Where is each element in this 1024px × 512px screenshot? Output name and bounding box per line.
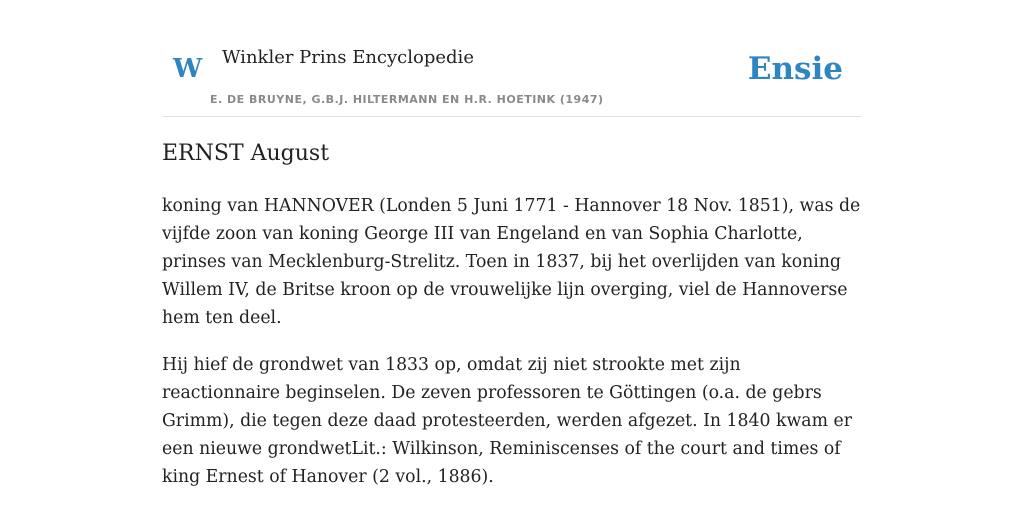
article-paragraph: koning van HANNOVER (Londen 5 Juni 1771 - Hannover 18 Nov. 1851), was de vijfde zoon van koning George III van Engeland en van Sophia Charlotte, prinses van Mecklenburg-Strelitz. Toen in 1837, bij het overlijden van koning Willem IV, de Britse kroon op de vrouwelijke lijn overging, viel de Hannoverse hem ten deel. — [162, 196, 861, 328]
article-body — [162, 192, 862, 510]
article-title: ERNST August — [162, 141, 330, 166]
encyclopedia-header — [162, 36, 862, 117]
publication-authors: E. DE BRUYNE, G.B.J. HILTERMANN EN H.R. HOETINK (1947) — [210, 93, 604, 106]
ensie-brand-link[interactable]: Ensie — [747, 51, 843, 87]
encyclopedia-logo-icon[interactable]: W — [173, 54, 203, 84]
article-paragraph: Hij hief de grondwet van 1833 op, omdat zij niet strookte met zijn reactionnaire beginselen. De zeven professoren te Göttingen (o.a. de gebrs Grimm), die tegen deze daad protesteerden, werden afgezet. In 1840 kwam er een nieuwe grondwetLit.: Wilkinson, Reminiscenses of the court and times of king Ernest of Hanover (2 vol., 1886). — [162, 355, 852, 487]
publication-title[interactable]: Winkler Prins Encyclopedie — [222, 47, 474, 68]
